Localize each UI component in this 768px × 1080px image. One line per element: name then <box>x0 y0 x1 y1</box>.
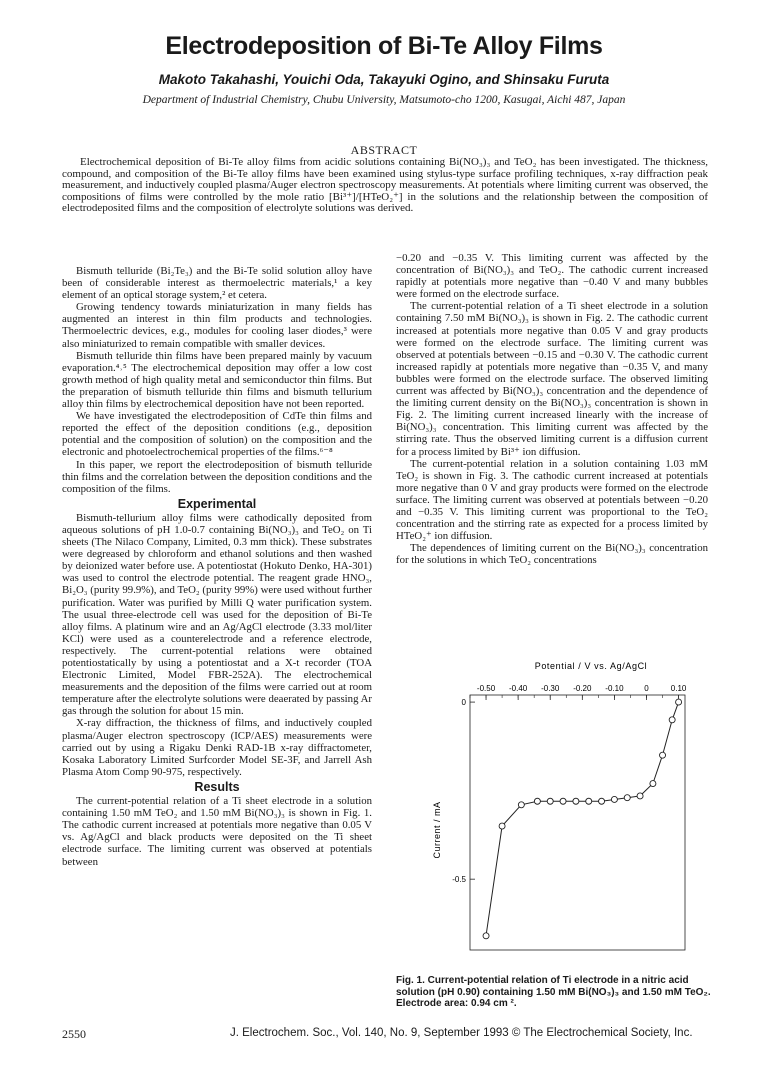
intro-paragraph: Bismuth telluride (Bi₂Te₃) and the Bi-Te solid solution alloy have been of considerable interest as thermoelectric materials,¹ a key element of an optical storage system,² et cetera. <box>62 265 372 302</box>
data-points <box>483 699 682 939</box>
abstract-body: Electrochemical deposition of Bi-Te alloy films from acidic solutions containing Bi(NO₃)₃ and TeO₂ has been investigated. The thickness, compound, and composition of the Bi-Te alloy films have been examined using stylus-type surface profiling techniques, x-ray diffraction peak measurement, and inductively coupled plasma/Auger electron spectroscopy measurements. At potentials where limiting current was observed, the compositions of films were controlled by the mole ratio [Bi³⁺]/[HTeO₂⁺] in the solutions and the relationship between the composition of electrodeposited films and the composition of electrolyte solutions was derived. <box>62 156 708 214</box>
x-tick-label: -0.30 <box>541 684 560 693</box>
x-tick-label: -0.20 <box>573 684 592 693</box>
figure-caption: Fig. 1. Current-potential relation of Ti electrode in a nitric acid solution (pH 0.90) containing 1.50 mM Bi(NO₃)₃ and 1.50 mM TeO₂. Electrode area: 0.94 cm ². <box>396 975 711 1009</box>
body-paragraph: −0.20 and −0.35 V. This limiting current was affected by the concentration of Bi(NO₃)₃ and TeO₂. The cathodic current increased rapidly at potentials more negative than −0.40 V and many bubbles were formed on the electrode surface. <box>396 252 708 301</box>
body-paragraph: The dependences of limiting current on the Bi(NO₃)₃ concentration for the solutions in which TeO₂ concentrations <box>396 542 708 567</box>
data-point <box>599 798 605 804</box>
experimental-paragraph: X-ray diffraction, the thickness of films, and inductively coupled plasma/Auger electron spectroscopy (ICP/AES) measurements were carried out by using a Rigaku Denki RAD-1B x-ray diffractometer, Kosaka Laboratory Limited Surfcorder Model SE-3F, and Jarrell Ash Plasma Atom Comp 90-975, respectively. <box>62 717 372 778</box>
results-paragraph: The current-potential relation of a Ti sheet electrode in a solution containing 1.50 mM TeO₂ and 1.50 mM Bi(NO₃)₃ is shown in Fig. 1. The cathodic current increased at potentials more negative than 0.05 V vs. Ag/AgCl and black products were deposited on the Ti sheet electrode surface. The limiting current was observed at potentials between <box>62 795 372 868</box>
paper-title: Electrodeposition of Bi-Te Alloy Films <box>165 32 603 60</box>
data-point <box>499 823 505 829</box>
y-tick-label: 0 <box>461 698 466 708</box>
intro-paragraph: Bismuth telluride thin films have been prepared mainly by vacuum evaporation.⁴˒⁵ The electrochemical deposition may offer a low cost growth method of high quality metal and semiconductor thin films. But the preparation of bismuth telluride thin films and bismuth tellurium alloy thin films by electrochemical deposition have not been reported. <box>62 349 372 411</box>
left-column <box>62 265 372 868</box>
intro-paragraph: Growing tendency towards miniaturization in many fields has augmented an interest in thin film products and technologies. Thermoelectric devices, e.g., modules for cooling laser diodes,³ were also miniaturized to remain compatible with smaller devices. <box>62 301 372 350</box>
intro-paragraph: We have investigated the electrodeposition of CdTe thin films and reported the effect of the deposition conditions (e.g., deposition potential and the composition of solution) on the composition and the electronic and photoelectrochemical properties of the films.⁶⁻⁸ <box>62 410 372 459</box>
y-axis-ticks <box>452 698 475 884</box>
data-point <box>547 798 553 804</box>
plot-frame <box>470 695 685 950</box>
abstract-heading: ABSTRACT <box>350 143 418 157</box>
x-tick-label: -0.10 <box>605 684 624 693</box>
figure-1-chart <box>420 660 710 965</box>
series-line <box>486 702 679 936</box>
x-tick-label: -0.40 <box>509 684 528 693</box>
intro-paragraph: In this paper, we report the electrodeposition of bismuth telluride thin films and the correlation between the deposition conditions and the composition of the films. <box>62 458 372 495</box>
data-point <box>611 796 617 802</box>
data-point <box>637 793 643 799</box>
data-point <box>650 781 656 787</box>
data-point <box>586 798 592 804</box>
x-tick-label: 0 <box>644 684 649 693</box>
data-point <box>624 795 630 801</box>
body-paragraph: The current-potential relation of a Ti sheet electrode in a solution containing 7.50 mM Bi(NO₃)₃ is shown in Fig. 2. The cathodic current increased at potentials more negative than 0.05 V and gray products were formed on the electrode surface. The limiting current was observed at potentials between −0.15 and −0.30 V. The cathodic current increased rapidly at potentials more negative than −0.35 V, and many bubbles were formed on the electrode surface. The observed limiting current was affected by Bi(NO₃)₃ concentration and the dependence of the limiting current density on the Bi(NO₃)₃ concentration is shown in Fig. 2. The limiting current increased linearly with the increase of Bi(NO₃)₃ concentration. This limiting current was affected by the stirring rate. Thus the observed limiting current is a diffusion current for a process limited by Bi³⁺ ion diffusion. <box>396 300 708 458</box>
x-tick-label: -0.50 <box>476 684 496 693</box>
data-point <box>669 717 675 723</box>
data-point <box>560 798 566 804</box>
data-point <box>534 798 540 804</box>
right-column <box>396 252 708 566</box>
page-number: 2550 <box>62 1027 86 1041</box>
results-heading: Results <box>194 779 240 794</box>
author-list: Makoto Takahashi, Youichi Oda, Takayuki Ogino, and Shinsaku Furuta <box>158 72 610 87</box>
x-tick-label: 0.10 <box>670 684 687 693</box>
x-axis-ticks <box>470 684 687 700</box>
y-axis-label: Current / mA <box>432 801 442 859</box>
x-axis-label: Potential / V vs. Ag/AgCl <box>534 661 648 671</box>
body-paragraph: The current-potential relation in a solution containing 1.03 mM TeO₂ is shown in Fig. 3. The cathodic current increased at potentials more negative than 0 V and gray products were formed on the electrode surface. The limiting current was observed at potentials between −0.20 and −0.35 V. This limiting current was proportional to the TeO₂ concentration and the stirring rate as expected for a process limited by HTeO₂⁺ ion diffusion. <box>396 457 708 543</box>
data-point <box>676 699 682 705</box>
data-point <box>518 802 524 808</box>
data-point <box>483 933 489 939</box>
y-tick-label: -0.5 <box>452 875 466 885</box>
data-point <box>573 798 579 804</box>
experimental-heading: Experimental <box>177 496 257 511</box>
experimental-paragraph: Bismuth-tellurium alloy films were cathodically deposited from aqueous solutions of pH 1.0-0.7 containing Bi(NO₃)₃ and TeO₂ on Ti sheets (The Nilaco Company, Limited, 0.3 mm thick). These substrates were degreased by chloroform and ethanol solutions and then washed by deionized water before use. A potentiostat (Hokuto Denko, HA-301) was used to control the electrode potential. The reagent grade HNO₃, Bi₂O₃ (purity 99.9%), and TeO₂ (purity 99%) were used without further purification. Water was purified by Milli Q water purification system. The usual three-electrode cell was used for the deposition of Bi-Te alloy films. A platinum wire and an Ag/AgCl electrode (3.33 mol/liter KCl) were used as a counterelectrode and a reference electrode, respectively. The current-potential relations were obtained potentiostatically by using a potentiostat and a X-t recorder (TOA Electronic Limited, Model FBR-252A). The electrochemical measurements and the deposition of the films were carried out at room temperature after the electrolyte solutions were deaerated by passing Ar gas through the solution for about 15 min. <box>62 511 372 718</box>
data-point <box>660 752 666 758</box>
journal-citation: J. Electrochem. Soc., Vol. 140, No. 9, September 1993 © The Electrochemical Society, Inc. <box>230 1027 693 1039</box>
affiliation: Department of Industrial Chemistry, Chubu University, Matsumoto-cho 1200, Kasugai, Aichi 487, Japan <box>142 94 626 106</box>
